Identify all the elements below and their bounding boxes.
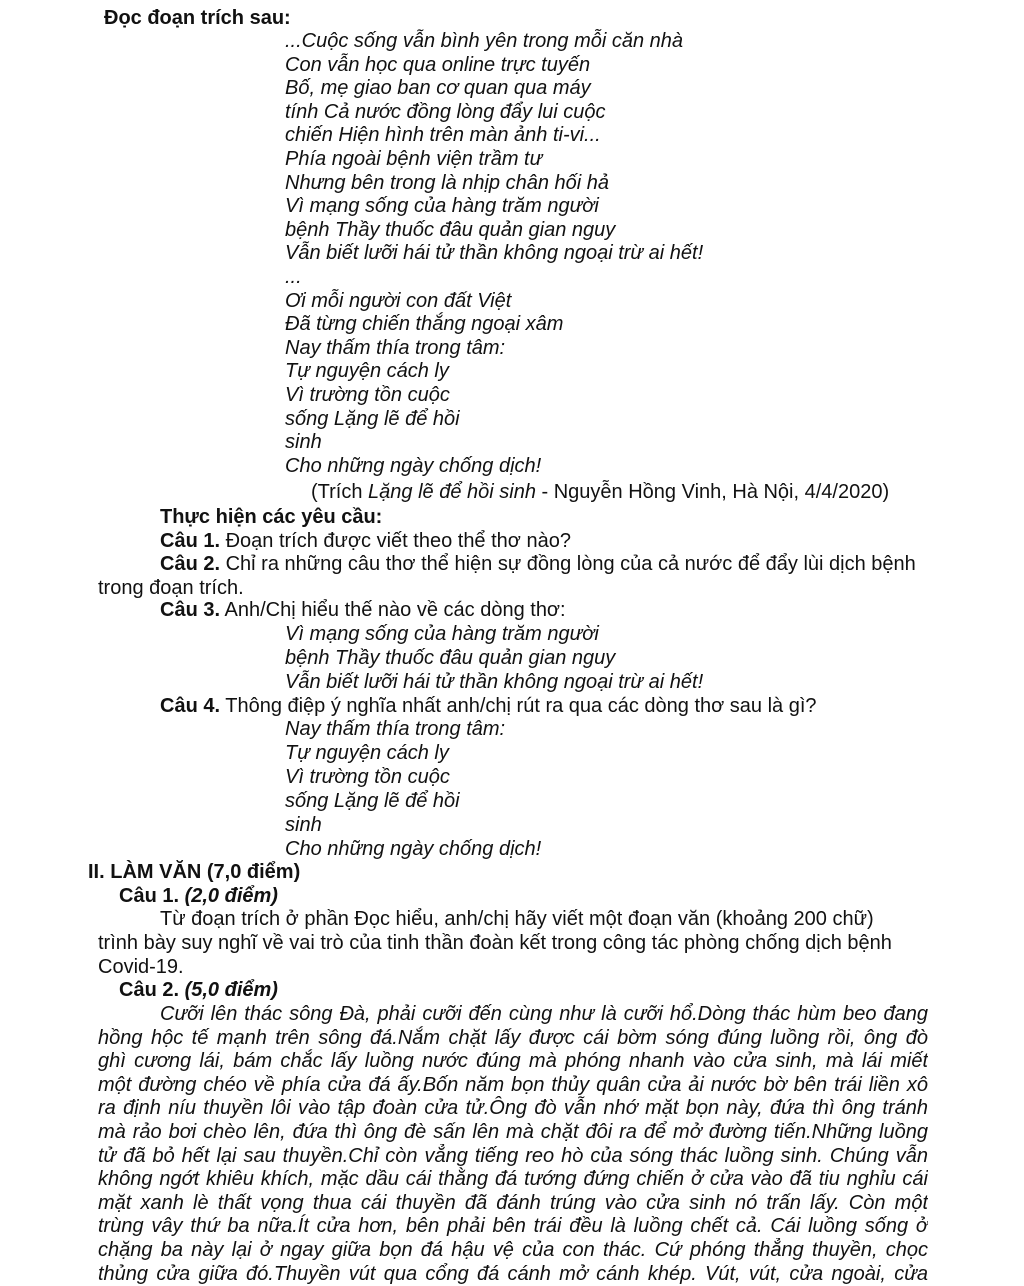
poem-line: Vì mạng sống của hàng trăm người: [285, 195, 599, 218]
poem-line: sinh: [285, 431, 322, 454]
quote-line: Vẫn biết lưỡi hái tử thần không ngoại trừ ai hết!: [285, 671, 704, 693]
essay-question-1: [119, 884, 278, 908]
essay-question-1-label: Câu 1.: [119, 885, 180, 907]
poem-line: Cho những ngày chống dịch!: [285, 454, 542, 477]
poem-line: tính Cả nước đồng lòng đẩy lui cuộc: [285, 100, 606, 123]
quote-line: Nay thấm thía trong tâm:: [285, 718, 506, 740]
question-1-text: Đoạn trích được viết theo thể thơ nào?: [220, 530, 571, 552]
source-suffix: - Nguyễn Hồng Vinh, Hà Nội, 4/4/2020): [535, 481, 890, 503]
poem-line: Con vẫn học qua online trực tuyến: [285, 53, 591, 76]
quote-line: Vì trường tồn cuộc: [285, 766, 450, 788]
essay-line: thủng cửa giữa đó.Thuyền vút qua cổng đá cánh mở cánh khép. Vút, vút, cửa ngoài, cửa: [98, 1262, 928, 1285]
source-prefix: (Trích: [311, 481, 369, 503]
question-2-text-line2: trong đoạn trích.: [98, 577, 244, 599]
essay-line: tử đã bỏ hết lại sau thuyền.Chỉ còn vẳng tiếng reo hò của sóng thác luồng sinh. Chúng vẫn: [98, 1144, 928, 1167]
question-4: [160, 694, 817, 718]
essay-line: mà rảo bơi chèo lên, đứa thì ông đè sấn lên mà chặt đôi ra để mở đường tiến.Những luồng: [98, 1121, 928, 1143]
question-1-label: Câu 1.: [160, 530, 221, 552]
essay-question-2-label: Câu 2.: [119, 979, 180, 1001]
essay-question-1-points: (2,0 điểm): [184, 885, 278, 907]
question-3: [160, 598, 566, 622]
essay-line: ra định níu thuyền lôi vào tập đoàn cửa tử.Ông đò vẫn nhớ mặt bọn này, đứa thì ông tránh: [98, 1097, 928, 1120]
poem-line: Vì trường tồn cuộc: [285, 384, 450, 406]
quote-line: sinh: [285, 814, 322, 836]
question-4-text: Thông điệp ý nghĩa nhất anh/chị rút ra qua các dòng thơ sau là gì?: [220, 695, 817, 717]
essay-line: chặng ba này lại ở ngay giữa bọn đá hậu vệ của con thác. Cứ phóng thẳng thuyền, chọc: [98, 1239, 928, 1261]
instruction-heading: Đọc đoạn trích sau:: [104, 7, 291, 29]
question-3-label: Câu 3.: [160, 599, 221, 621]
essay-line: hồng hộc tế mạnh trên sông đá.Nắm chặt lấy được cái bờm sóng đúng luồng rồi, ông đò: [98, 1026, 928, 1049]
essay-question-2: [119, 978, 278, 1002]
poem-line: ...: [285, 266, 302, 288]
quote-line: sống Lặng lẽ để hồi: [285, 790, 460, 812]
question-4-label: Câu 4.: [160, 695, 221, 717]
question-2-text-line1: Chỉ ra những câu thơ thể hiện sự đồng lòng của cả nước để đẩy lùi dịch bệnh: [220, 553, 916, 575]
section-2-heading: II. LÀM VĂN (7,0 điểm): [88, 861, 301, 883]
poem-line: Đã từng chiến thắng ngoại xâm: [285, 313, 564, 336]
essay-line: mặt xanh lè thất vọng thua cái thuyền đã đánh trúng vào cửa sinh nó trấn lấy. Còn một: [98, 1191, 928, 1214]
essay-line: một đường chéo về phía cửa đá ấy.Bốn năm bọn thủy quân cửa ải nước bờ bên trái liền xô: [98, 1073, 928, 1096]
quote-line: Vì mạng sống của hàng trăm người: [285, 623, 599, 645]
poem-line: Vẫn biết lưỡi hái tử thần không ngoại trừ ai hết!: [285, 242, 704, 265]
poem-line: Tự nguyện cách ly: [285, 360, 449, 383]
essay-line: trình bày suy nghĩ về vai trò của tinh thần đoàn kết trong công tác phòng chống dịch bệnh: [98, 932, 892, 954]
quote-line: Tự nguyện cách ly: [285, 742, 449, 764]
question-3-text: Anh/Chị hiểu thế nào về các dòng thơ:: [220, 599, 566, 621]
source-title: Lặng lẽ để hồi sinh: [368, 481, 536, 503]
poem-line: chiến Hiện hình trên màn ảnh ti-vi...: [285, 124, 601, 147]
poem-line: Bố, mẹ giao ban cơ quan qua máy: [285, 77, 591, 100]
poem-line: ...Cuộc sống vẫn bình yên trong mỗi căn nhà: [285, 30, 684, 52]
essay-line: Từ đoạn trích ở phần Đọc hiểu, anh/chị hãy viết một đoạn văn (khoảng 200 chữ): [160, 908, 874, 930]
quote-line: Cho những ngày chống dịch!: [285, 838, 542, 860]
poem-line: Ơi mỗi người con đất Việt: [285, 289, 512, 312]
poem-source: [311, 480, 889, 504]
question-2-label: Câu 2.: [160, 553, 221, 575]
poem-line: sống Lặng lẽ để hồi: [285, 407, 460, 430]
essay-line: không ngớt khiêu khích, mặc dầu cái thằng đá tướng đứng chiến ở cửa vào đã tiu nghỉu cái: [98, 1168, 928, 1191]
poem-line: Nay thấm thía trong tâm:: [285, 336, 506, 359]
question-2: [160, 552, 916, 576]
poem-line: Nhưng bên trong là nhịp chân hối hả: [285, 171, 610, 194]
quote-line: bệnh Thầy thuốc đâu quản gian nguy: [285, 647, 616, 669]
essay-question-2-points: (5,0 điểm): [184, 979, 278, 1001]
tasks-heading: Thực hiện các yêu cầu:: [160, 506, 383, 528]
essay-line: ghì cương lái, bám chắc lấy luồng nước đúng mà phóng nhanh vào cửa sinh, mà lái miết: [98, 1050, 928, 1073]
essay-line: trùng vây thứ ba nữa.Ít cửa hơn, bên phải bên trái đều là luồng chết cả. Cái luồng sống ở: [98, 1215, 928, 1238]
poem-line: Phía ngoài bệnh viện trầm tư: [285, 148, 543, 170]
essay-line: Cưỡi lên thác sông Đà, phải cưỡi đến cùng như là cưỡi hổ.Dòng thác hùm beo đang: [160, 1003, 928, 1025]
question-1: [160, 529, 571, 553]
essay-line: Covid-19.: [98, 956, 184, 978]
poem-line: bệnh Thầy thuốc đâu quản gian nguy: [285, 218, 616, 241]
